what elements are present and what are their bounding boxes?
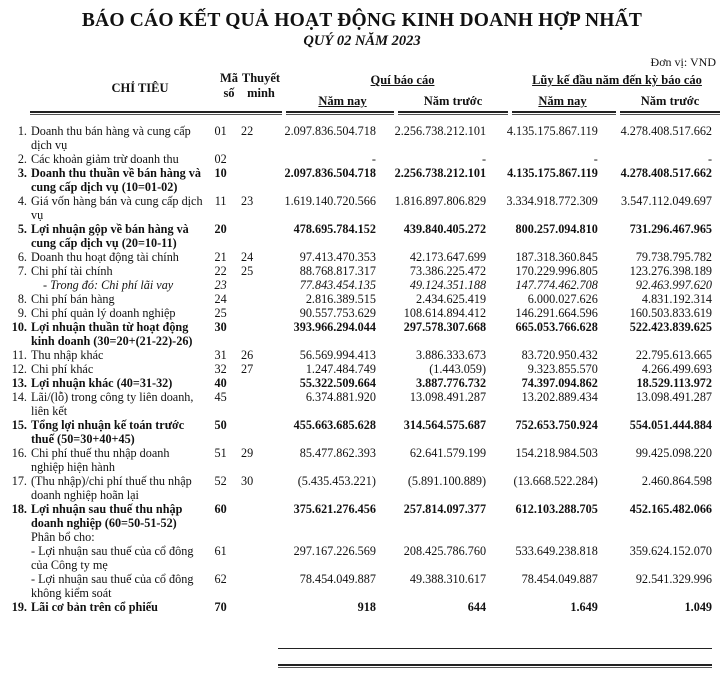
row-ytd-this-year: 1.649	[570, 600, 598, 614]
row-ytd-this-year: 9.323.855.570	[527, 362, 598, 376]
row-ytd-last-year: 731.296.467.965	[629, 222, 712, 236]
row-index: 5.	[17, 222, 27, 236]
row-quarter-this-year: (5.435.453.221)	[297, 474, 376, 488]
table-row	[0, 418, 724, 446]
header-quarter-last-year: Năm trước	[423, 94, 483, 108]
row-note	[237, 390, 266, 418]
header-ytd-last-year: Năm trước	[640, 94, 700, 108]
row-code: 22	[214, 264, 227, 278]
row-quarter-last-year: 297.578.307.668	[403, 320, 487, 334]
table-row	[0, 600, 724, 614]
row-ytd-last-year: 123.276.398.189	[629, 264, 712, 278]
row-index: 19.	[11, 600, 27, 614]
row-code: 23	[214, 278, 227, 292]
row-note	[237, 222, 266, 250]
row-ytd-last-year: 3.547.112.049.697	[621, 194, 712, 208]
header-note-line2: minh	[247, 86, 275, 100]
row-quarter-this-year: 918	[357, 600, 376, 614]
row-quarter-last-year: 208.425.786.760	[403, 544, 487, 558]
eps-double-rule	[496, 664, 604, 668]
row-quarter-this-year: 393.966.294.044	[293, 320, 376, 334]
row-quarter-this-year: 375.621.276.456	[293, 502, 376, 516]
row-quarter-last-year: 49.124.351.188	[409, 278, 487, 292]
row-index: 7.	[17, 264, 27, 278]
row-quarter-this-year: 1.619.140.720.566	[284, 194, 376, 208]
row-note	[237, 376, 266, 390]
row-code: 30	[214, 320, 227, 334]
header-quarter-group: Quí báo cáo	[370, 73, 435, 87]
row-quarter-last-year: 257.814.097.377	[403, 502, 487, 516]
row-label: Chi phí bán hàng	[30, 292, 115, 306]
row-ytd-this-year	[486, 530, 598, 544]
row-ytd-last-year: 452.165.482.066	[629, 502, 712, 516]
income-statement-table	[0, 124, 724, 614]
row-index: 10.	[11, 320, 27, 334]
row-ytd-last-year: -	[707, 152, 712, 166]
row-quarter-last-year: 49.388.310.617	[409, 572, 487, 586]
row-ytd-this-year: 533.649.238.818	[515, 544, 598, 558]
table-row	[0, 446, 724, 474]
header-note-line1: Thuyết	[241, 71, 281, 85]
row-index: 4.	[17, 194, 27, 208]
row-index: 11.	[12, 348, 27, 362]
row-ytd-this-year: 665.053.766.628	[515, 320, 598, 334]
row-ytd-this-year: (13.668.522.284)	[513, 474, 598, 488]
row-ytd-last-year: 522.423.839.625	[629, 320, 712, 334]
row-ytd-this-year: 4.135.175.867.119	[506, 124, 598, 138]
row-quarter-this-year: 1.247.484.749	[305, 362, 376, 376]
row-quarter-last-year: 314.564.575.687	[403, 418, 487, 432]
row-note	[237, 572, 266, 600]
row-label: Lợi nhuận thuần từ hoạt động kinh doanh (30=20+(21-22)-26)	[30, 320, 193, 348]
row-label: Chi phí thuế thu nhập doanh nghiệp hiện hành	[30, 446, 170, 474]
row-note: 24	[241, 250, 254, 264]
table-row	[0, 348, 724, 362]
row-code: 01	[214, 124, 227, 138]
row-index	[0, 278, 31, 292]
eps-double-rule	[278, 664, 388, 668]
row-quarter-last-year: 3.886.333.673	[415, 348, 487, 362]
row-index: 6.	[17, 250, 27, 264]
row-quarter-this-year: -	[371, 152, 376, 166]
row-index: 1.	[17, 124, 27, 138]
row-quarter-last-year: (5.891.100.889)	[407, 474, 487, 488]
row-index: 2.	[17, 152, 27, 166]
row-label: - Trong đó: Chi phí lãi vay	[42, 278, 174, 292]
table-row	[0, 124, 724, 152]
row-label: Doanh thu hoạt động tài chính	[30, 250, 179, 264]
row-note	[237, 600, 266, 614]
row-quarter-this-year: 55.322.509.664	[299, 376, 376, 390]
row-note	[237, 278, 266, 292]
row-note	[237, 418, 266, 446]
row-index	[0, 544, 31, 572]
table-row	[0, 474, 724, 502]
row-code: 60	[214, 502, 227, 516]
table-row	[0, 362, 724, 376]
row-ytd-last-year: 92.463.997.620	[635, 278, 712, 292]
row-quarter-last-year: 2.256.738.212.101	[394, 124, 487, 138]
row-quarter-last-year: 439.840.405.272	[403, 222, 487, 236]
row-code: 45	[214, 390, 227, 404]
row-ytd-this-year: 752.653.750.924	[515, 418, 598, 432]
row-ytd-this-year: 187.318.360.845	[515, 250, 598, 264]
row-quarter-this-year: 90.557.753.629	[299, 306, 376, 320]
row-quarter-this-year	[266, 530, 376, 544]
header-indicator: CHỈ TIÊU	[111, 81, 169, 95]
row-quarter-this-year: 455.663.685.628	[293, 418, 376, 432]
table-row	[0, 544, 724, 572]
table-row	[0, 194, 724, 222]
row-code: 02	[214, 152, 227, 166]
eps-rule	[386, 648, 496, 649]
row-quarter-this-year: 56.569.994.413	[299, 348, 376, 362]
report-title: BÁO CÁO KẾT QUẢ HOẠT ĐỘNG KINH DOANH HỢP NHẤT	[81, 10, 643, 31]
eps-rule	[496, 648, 604, 649]
row-label: Lợi nhuận sau thuế thu nhập doanh nghiệp (60=50-51-52)	[30, 502, 183, 530]
row-ytd-this-year: -	[593, 152, 598, 166]
row-index: 12.	[11, 362, 27, 376]
eps-rule	[604, 648, 712, 649]
row-label: Tổng lợi nhuận kế toán trước thuế (50=30+40+45)	[30, 418, 185, 446]
row-code: 31	[214, 348, 227, 362]
row-index	[0, 572, 31, 600]
row-index: 15.	[11, 418, 27, 432]
row-note: 30	[241, 474, 254, 488]
eps-double-rule	[386, 664, 496, 668]
table-row	[0, 278, 724, 292]
row-label: Chi phí tài chính	[30, 264, 113, 278]
row-label: Lãi cơ bản trên cổ phiếu	[30, 600, 158, 614]
row-label: Lợi nhuận khác (40=31-32)	[30, 376, 173, 390]
row-code: 32	[214, 362, 227, 376]
table-row	[0, 572, 724, 600]
row-note	[237, 530, 266, 544]
header-rule	[398, 111, 508, 115]
row-code: 21	[214, 250, 227, 264]
header-ytd-this-year: Năm nay	[538, 94, 587, 108]
row-code: 20	[214, 222, 227, 236]
row-index	[0, 530, 31, 544]
row-ytd-last-year	[598, 530, 724, 544]
row-quarter-last-year	[376, 530, 486, 544]
table-row	[0, 376, 724, 390]
row-ytd-this-year: 78.454.049.887	[521, 572, 598, 586]
row-ytd-last-year: 18.529.113.972	[636, 376, 712, 390]
row-index: 8.	[17, 292, 27, 306]
row-note	[237, 292, 266, 306]
header-code-line1: Mã	[219, 71, 239, 85]
row-label: Doanh thu bán hàng và cung cấp dịch vụ	[30, 124, 191, 152]
row-ytd-last-year: 4.266.499.693	[641, 362, 712, 376]
row-ytd-this-year: 146.291.664.596	[515, 306, 598, 320]
row-quarter-this-year: 77.843.454.135	[299, 278, 376, 292]
row-ytd-this-year: 13.202.889.434	[521, 390, 598, 404]
row-quarter-last-year: (1.443.059)	[429, 362, 487, 376]
row-ytd-this-year: 800.257.094.810	[515, 222, 598, 236]
row-ytd-this-year: 3.334.918.772.309	[506, 194, 598, 208]
row-ytd-last-year: 4.278.408.517.662	[620, 166, 712, 180]
row-quarter-last-year: 13.098.491.287	[409, 390, 487, 404]
row-note: 27	[241, 362, 254, 376]
row-note	[237, 166, 266, 194]
row-ytd-last-year: 4.831.192.314	[641, 292, 712, 306]
row-code: 61	[214, 544, 227, 558]
row-index: 14.	[11, 390, 27, 404]
row-ytd-this-year: 6.000.027.626	[527, 292, 598, 306]
row-code: 50	[214, 418, 227, 432]
row-code: 24	[214, 292, 227, 306]
row-quarter-last-year: 644	[467, 600, 487, 614]
row-note: 25	[241, 264, 254, 278]
row-label: Thu nhập khác	[30, 348, 104, 362]
row-ytd-this-year: 154.218.984.503	[515, 446, 598, 460]
row-code: 62	[214, 572, 227, 586]
row-label: Phân bổ cho:	[30, 530, 95, 544]
row-quarter-this-year: 97.413.470.353	[299, 250, 376, 264]
currency-unit: Đơn vị: VND	[650, 55, 716, 69]
row-index: 17.	[11, 474, 27, 488]
row-quarter-last-year: 2.256.738.212.101	[394, 166, 487, 180]
row-code: 10	[214, 166, 227, 180]
row-ytd-last-year: 13.098.491.287	[635, 390, 712, 404]
row-code	[204, 530, 237, 544]
row-ytd-last-year: 99.425.098.220	[635, 446, 712, 460]
row-note	[237, 544, 266, 572]
row-quarter-this-year: 6.374.881.920	[305, 390, 376, 404]
row-index: 13.	[11, 376, 27, 390]
row-quarter-last-year: 42.173.647.699	[409, 250, 487, 264]
row-ytd-last-year: 554.051.444.884	[629, 418, 712, 432]
header-quarter-this-year: Năm nay	[318, 94, 367, 108]
row-quarter-this-year: 2.816.389.515	[305, 292, 376, 306]
row-quarter-last-year: 2.434.625.419	[415, 292, 487, 306]
row-quarter-this-year: 2.097.836.504.718	[284, 124, 376, 138]
eps-rule	[278, 648, 388, 649]
row-ytd-last-year: 1.049	[684, 600, 712, 614]
table-row	[0, 306, 724, 320]
row-quarter-this-year: 297.167.226.569	[293, 544, 376, 558]
row-ytd-this-year: 4.135.175.867.119	[507, 166, 598, 180]
row-label: - Lợi nhuận sau thuế của cổ đông của Công ty mẹ	[30, 544, 194, 572]
row-index: 18.	[11, 502, 27, 516]
table-row	[0, 250, 724, 264]
row-index: 3.	[17, 166, 27, 180]
row-ytd-last-year: 4.278.408.517.662	[620, 124, 712, 138]
row-label: Doanh thu thuần về bán hàng và cung cấp dịch vụ (10=01-02)	[30, 166, 201, 194]
table-row	[0, 502, 724, 530]
header-rule	[286, 111, 394, 115]
table-row	[0, 222, 724, 250]
header-rule	[620, 111, 720, 115]
row-quarter-this-year: 478.695.784.152	[293, 222, 376, 236]
row-code: 70	[214, 600, 227, 614]
row-code: 40	[214, 376, 227, 390]
row-quarter-last-year: 62.641.579.199	[409, 446, 487, 460]
header-ytd-group: Lũy kế đầu năm đến kỳ báo cáo	[532, 73, 702, 87]
row-ytd-last-year: 79.738.795.782	[635, 250, 712, 264]
row-ytd-last-year: 359.624.152.070	[629, 544, 712, 558]
row-note	[237, 502, 266, 530]
table-row	[0, 166, 724, 194]
row-quarter-last-year: 1.816.897.806.829	[394, 194, 487, 208]
row-ytd-last-year: 92.541.329.996	[635, 572, 712, 586]
row-label: - Lợi nhuận sau thuế của cổ đông không kiểm soát	[30, 572, 194, 600]
row-code: 11	[214, 194, 227, 208]
row-ytd-this-year: 147.774.462.708	[515, 278, 598, 292]
table-row	[0, 320, 724, 348]
row-quarter-this-year: 88.768.817.317	[299, 264, 376, 278]
row-quarter-last-year: 108.614.894.412	[403, 306, 487, 320]
row-ytd-this-year: 170.229.996.805	[515, 264, 598, 278]
row-ytd-last-year: 160.503.833.619	[629, 306, 712, 320]
row-note: 23	[241, 194, 254, 208]
row-note: 29	[241, 446, 254, 460]
row-note: 22	[241, 124, 254, 138]
row-ytd-this-year: 83.720.950.432	[521, 348, 598, 362]
row-quarter-last-year: 3.887.776.732	[415, 376, 487, 390]
row-note	[237, 306, 266, 320]
row-ytd-this-year: 74.397.094.862	[521, 376, 598, 390]
table-row	[0, 264, 724, 278]
row-label: (Thu nhập)/chi phí thuế thu nhập doanh nghiệp hoãn lại	[30, 474, 192, 502]
row-label: Các khoản giảm trừ doanh thu	[30, 152, 179, 166]
row-ytd-this-year: 612.103.288.705	[515, 502, 598, 516]
row-quarter-last-year: 73.386.225.472	[409, 264, 487, 278]
row-note	[237, 320, 266, 348]
row-label: Lợi nhuận gộp về bán hàng và cung cấp dịch vụ (20=10-11)	[30, 222, 189, 250]
row-quarter-this-year: 85.477.862.393	[299, 446, 376, 460]
row-label: Chi phí khác	[30, 362, 94, 376]
row-label: Chi phí quản lý doanh nghiệp	[30, 306, 176, 320]
row-index: 16.	[11, 446, 27, 460]
row-index: 9.	[17, 306, 27, 320]
table-row	[0, 530, 724, 544]
header-rule	[30, 111, 282, 115]
row-quarter-this-year: 2.097.836.504.718	[284, 166, 376, 180]
header-note	[240, 71, 282, 101]
row-code: 51	[214, 446, 227, 460]
row-quarter-last-year: -	[482, 152, 487, 166]
row-label: Giá vốn hàng bán và cung cấp dịch vụ	[30, 194, 203, 222]
row-quarter-this-year: 78.454.049.887	[299, 572, 376, 586]
table-row	[0, 152, 724, 166]
row-ytd-last-year: 2.460.864.598	[641, 474, 712, 488]
header-code-line2: số	[223, 86, 235, 100]
eps-double-rule	[604, 664, 712, 668]
row-label: Lãi/(lỗ) trong công ty liên doanh, liên kết	[30, 390, 194, 418]
row-note	[237, 152, 266, 166]
table-row	[0, 292, 724, 306]
row-code: 52	[214, 474, 227, 488]
report-subtitle: QUÝ 02 NĂM 2023	[303, 33, 421, 49]
row-code: 25	[214, 306, 227, 320]
row-note: 26	[241, 348, 254, 362]
row-ytd-last-year: 22.795.613.665	[635, 348, 712, 362]
table-row	[0, 390, 724, 418]
header-rule	[512, 111, 616, 115]
